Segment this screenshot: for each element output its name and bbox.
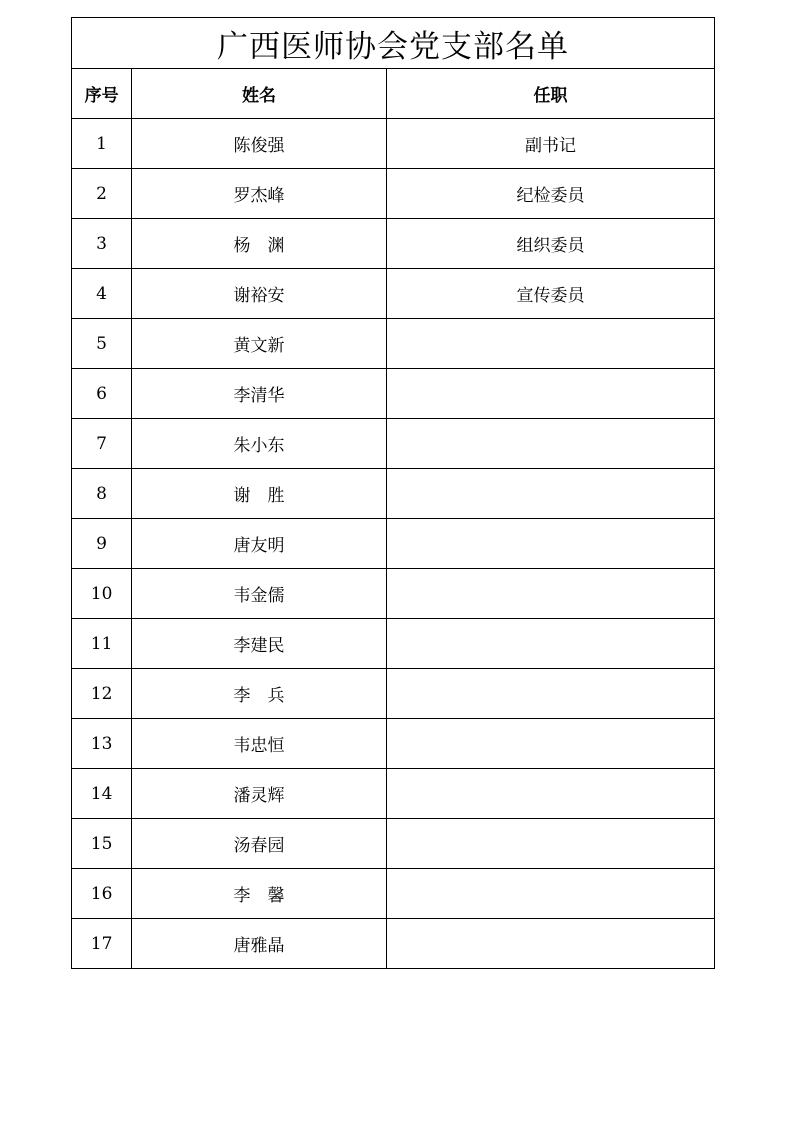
row-number-cell: 9 (72, 519, 132, 569)
table-row (72, 469, 715, 519)
row-number-cell: 17 (72, 919, 132, 969)
table-row (72, 719, 715, 769)
member-name-cell: 谢 胜 (132, 469, 387, 519)
column-header-no: 序号 (72, 69, 132, 119)
row-number-cell: 3 (72, 219, 132, 269)
member-name-cell: 朱小东 (132, 419, 387, 469)
table-row (72, 919, 715, 969)
table-row (72, 569, 715, 619)
member-role-cell (386, 519, 714, 569)
member-name-cell: 李 馨 (132, 869, 387, 919)
member-name-cell: 罗杰峰 (132, 169, 387, 219)
member-role-cell: 纪检委员 (386, 169, 714, 219)
member-role-cell (386, 319, 714, 369)
row-number-cell: 15 (72, 819, 132, 869)
header-row (72, 69, 715, 119)
row-number-cell: 16 (72, 869, 132, 919)
roster-body (72, 119, 715, 969)
document-title: 广西医师协会党支部名单 (72, 18, 715, 69)
row-number-cell: 6 (72, 369, 132, 419)
member-name-cell: 唐友明 (132, 519, 387, 569)
table-row (72, 169, 715, 219)
table-row (72, 119, 715, 169)
table-row (72, 769, 715, 819)
table-row (72, 669, 715, 719)
member-role-cell (386, 769, 714, 819)
member-roster-table (71, 17, 715, 969)
row-number-cell: 14 (72, 769, 132, 819)
member-role-cell: 副书记 (386, 119, 714, 169)
row-number-cell: 8 (72, 469, 132, 519)
table-row (72, 369, 715, 419)
member-role-cell (386, 669, 714, 719)
member-role-cell (386, 469, 714, 519)
member-name-cell: 李建民 (132, 619, 387, 669)
column-header-role: 任职 (386, 69, 714, 119)
member-name-cell: 潘灵辉 (132, 769, 387, 819)
member-role-cell (386, 819, 714, 869)
row-number-cell: 7 (72, 419, 132, 469)
column-header-name: 姓名 (132, 69, 387, 119)
member-role-cell (386, 419, 714, 469)
row-number-cell: 2 (72, 169, 132, 219)
member-role-cell (386, 369, 714, 419)
member-role-cell (386, 869, 714, 919)
member-name-cell: 唐雅晶 (132, 919, 387, 969)
member-name-cell: 韦金儒 (132, 569, 387, 619)
title-row (72, 18, 715, 69)
table-row (72, 219, 715, 269)
member-name-cell: 李清华 (132, 369, 387, 419)
member-name-cell: 汤春园 (132, 819, 387, 869)
row-number-cell: 13 (72, 719, 132, 769)
row-number-cell: 5 (72, 319, 132, 369)
member-name-cell: 谢裕安 (132, 269, 387, 319)
member-name-cell: 黄文新 (132, 319, 387, 369)
member-role-cell (386, 919, 714, 969)
row-number-cell: 11 (72, 619, 132, 669)
table-row (72, 619, 715, 669)
table-row (72, 819, 715, 869)
table-row (72, 519, 715, 569)
member-role-cell (386, 569, 714, 619)
member-role-cell (386, 719, 714, 769)
member-role-cell: 组织委员 (386, 219, 714, 269)
member-name-cell: 韦忠恒 (132, 719, 387, 769)
row-number-cell: 12 (72, 669, 132, 719)
table-row (72, 319, 715, 369)
table-row (72, 269, 715, 319)
member-name-cell: 李 兵 (132, 669, 387, 719)
member-name-cell: 陈俊强 (132, 119, 387, 169)
row-number-cell: 4 (72, 269, 132, 319)
row-number-cell: 10 (72, 569, 132, 619)
table-row (72, 419, 715, 469)
member-role-cell: 宣传委员 (386, 269, 714, 319)
table-row (72, 869, 715, 919)
member-role-cell (386, 619, 714, 669)
member-name-cell: 杨 渊 (132, 219, 387, 269)
row-number-cell: 1 (72, 119, 132, 169)
